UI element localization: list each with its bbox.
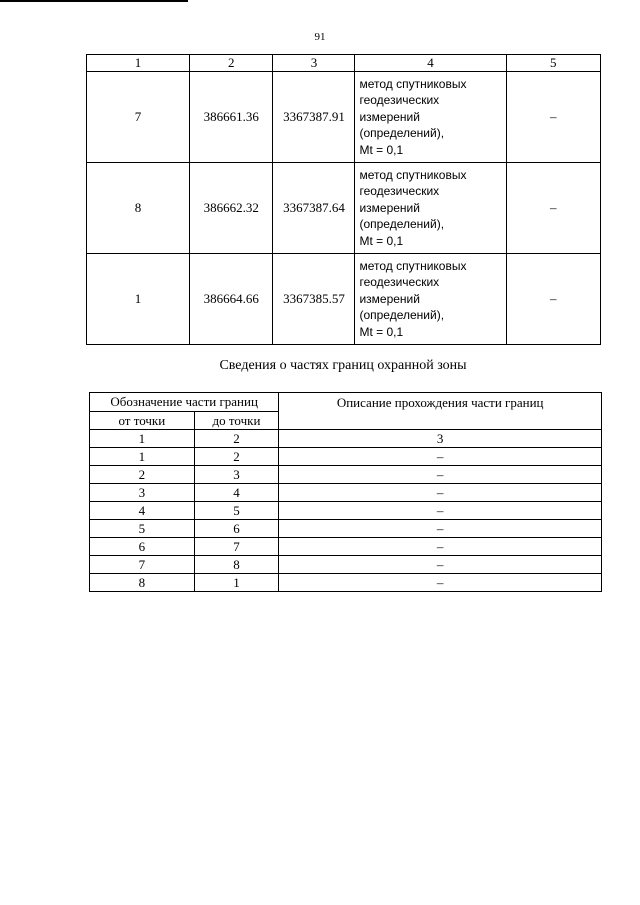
column-number-5: 5	[506, 55, 600, 72]
method-line: метод спутниковых	[359, 258, 467, 273]
method-line: Mt = 0,1	[359, 324, 404, 339]
table-row	[90, 556, 602, 574]
method-line: измерений	[359, 291, 420, 306]
from-point: 4	[90, 502, 195, 520]
table-row	[87, 254, 601, 345]
determination-method	[355, 254, 506, 345]
from-point: 3	[90, 484, 195, 502]
to-point: 2	[194, 448, 279, 466]
to-point: 8	[194, 556, 279, 574]
part-description: –	[279, 466, 602, 484]
table-row	[90, 484, 602, 502]
column-number-1: 1	[90, 430, 195, 448]
y-coordinate: 3367387.91	[273, 72, 355, 163]
column-number-2: 2	[194, 430, 279, 448]
section-title: Сведения о частях границ охранной зоны	[219, 358, 467, 373]
coordinates-header-row	[87, 55, 601, 72]
part-description: –	[279, 448, 602, 466]
table-row	[90, 520, 602, 538]
point-note: –	[506, 254, 600, 345]
table-row	[90, 502, 602, 520]
table-row	[90, 448, 602, 466]
column-number-3: 3	[273, 55, 355, 72]
column-number-3: 3	[279, 430, 602, 448]
determination-method	[355, 163, 506, 254]
part-description: –	[279, 538, 602, 556]
point-note: –	[506, 163, 600, 254]
table-row	[90, 574, 602, 592]
x-coordinate: 386662.32	[189, 163, 273, 254]
table-row	[87, 163, 601, 254]
to-point: 5	[194, 502, 279, 520]
from-point: 5	[90, 520, 195, 538]
method-line: (определений),	[359, 126, 445, 141]
part-description: –	[279, 502, 602, 520]
point-note: –	[506, 72, 600, 163]
from-point: 8	[90, 574, 195, 592]
from-point: 2	[90, 466, 195, 484]
method-line: измерений	[359, 109, 420, 124]
method-line: Mt = 0,1	[359, 142, 404, 157]
boundary-parts-table	[89, 392, 602, 592]
point-number: 8	[87, 163, 190, 254]
method-line: геодезических	[359, 275, 440, 290]
column-number-1: 1	[87, 55, 190, 72]
table-row	[90, 538, 602, 556]
y-coordinate: 3367387.64	[273, 163, 355, 254]
method-line: Mt = 0,1	[359, 233, 404, 248]
method-line: метод спутниковых	[359, 76, 467, 91]
method-line: геодезических	[359, 93, 440, 108]
method-line: метод спутниковых	[359, 167, 467, 182]
boundary-part-designation-header: Обозначение части границ	[90, 393, 279, 412]
table-row	[87, 72, 601, 163]
to-point: 3	[194, 466, 279, 484]
parts-header-row	[90, 393, 602, 412]
to-point-header: до точки	[194, 412, 279, 430]
part-description: –	[279, 484, 602, 502]
part-description: –	[279, 574, 602, 592]
method-line: измерений	[359, 200, 420, 215]
method-line: (определений),	[359, 308, 445, 323]
to-point: 7	[194, 538, 279, 556]
point-number: 1	[87, 254, 190, 345]
method-line: геодезических	[359, 184, 440, 199]
determination-method	[355, 72, 506, 163]
to-point: 4	[194, 484, 279, 502]
page-number: 91	[314, 31, 326, 43]
boundary-description-header: Описание прохождения части границ	[279, 393, 602, 430]
to-point: 1	[194, 574, 279, 592]
top-rule	[0, 0, 188, 2]
from-point: 7	[90, 556, 195, 574]
from-point-header: от точки	[90, 412, 195, 430]
x-coordinate: 386661.36	[189, 72, 273, 163]
to-point: 6	[194, 520, 279, 538]
from-point: 6	[90, 538, 195, 556]
table-row	[90, 466, 602, 484]
from-point: 1	[90, 448, 195, 466]
x-coordinate: 386664.66	[189, 254, 273, 345]
method-line: (определений),	[359, 217, 445, 232]
numbering-row	[90, 430, 602, 448]
y-coordinate: 3367385.57	[273, 254, 355, 345]
part-description: –	[279, 520, 602, 538]
part-description: –	[279, 556, 602, 574]
coordinates-table	[86, 54, 601, 345]
column-number-4: 4	[355, 55, 506, 72]
point-number: 7	[87, 72, 190, 163]
column-number-2: 2	[189, 55, 273, 72]
